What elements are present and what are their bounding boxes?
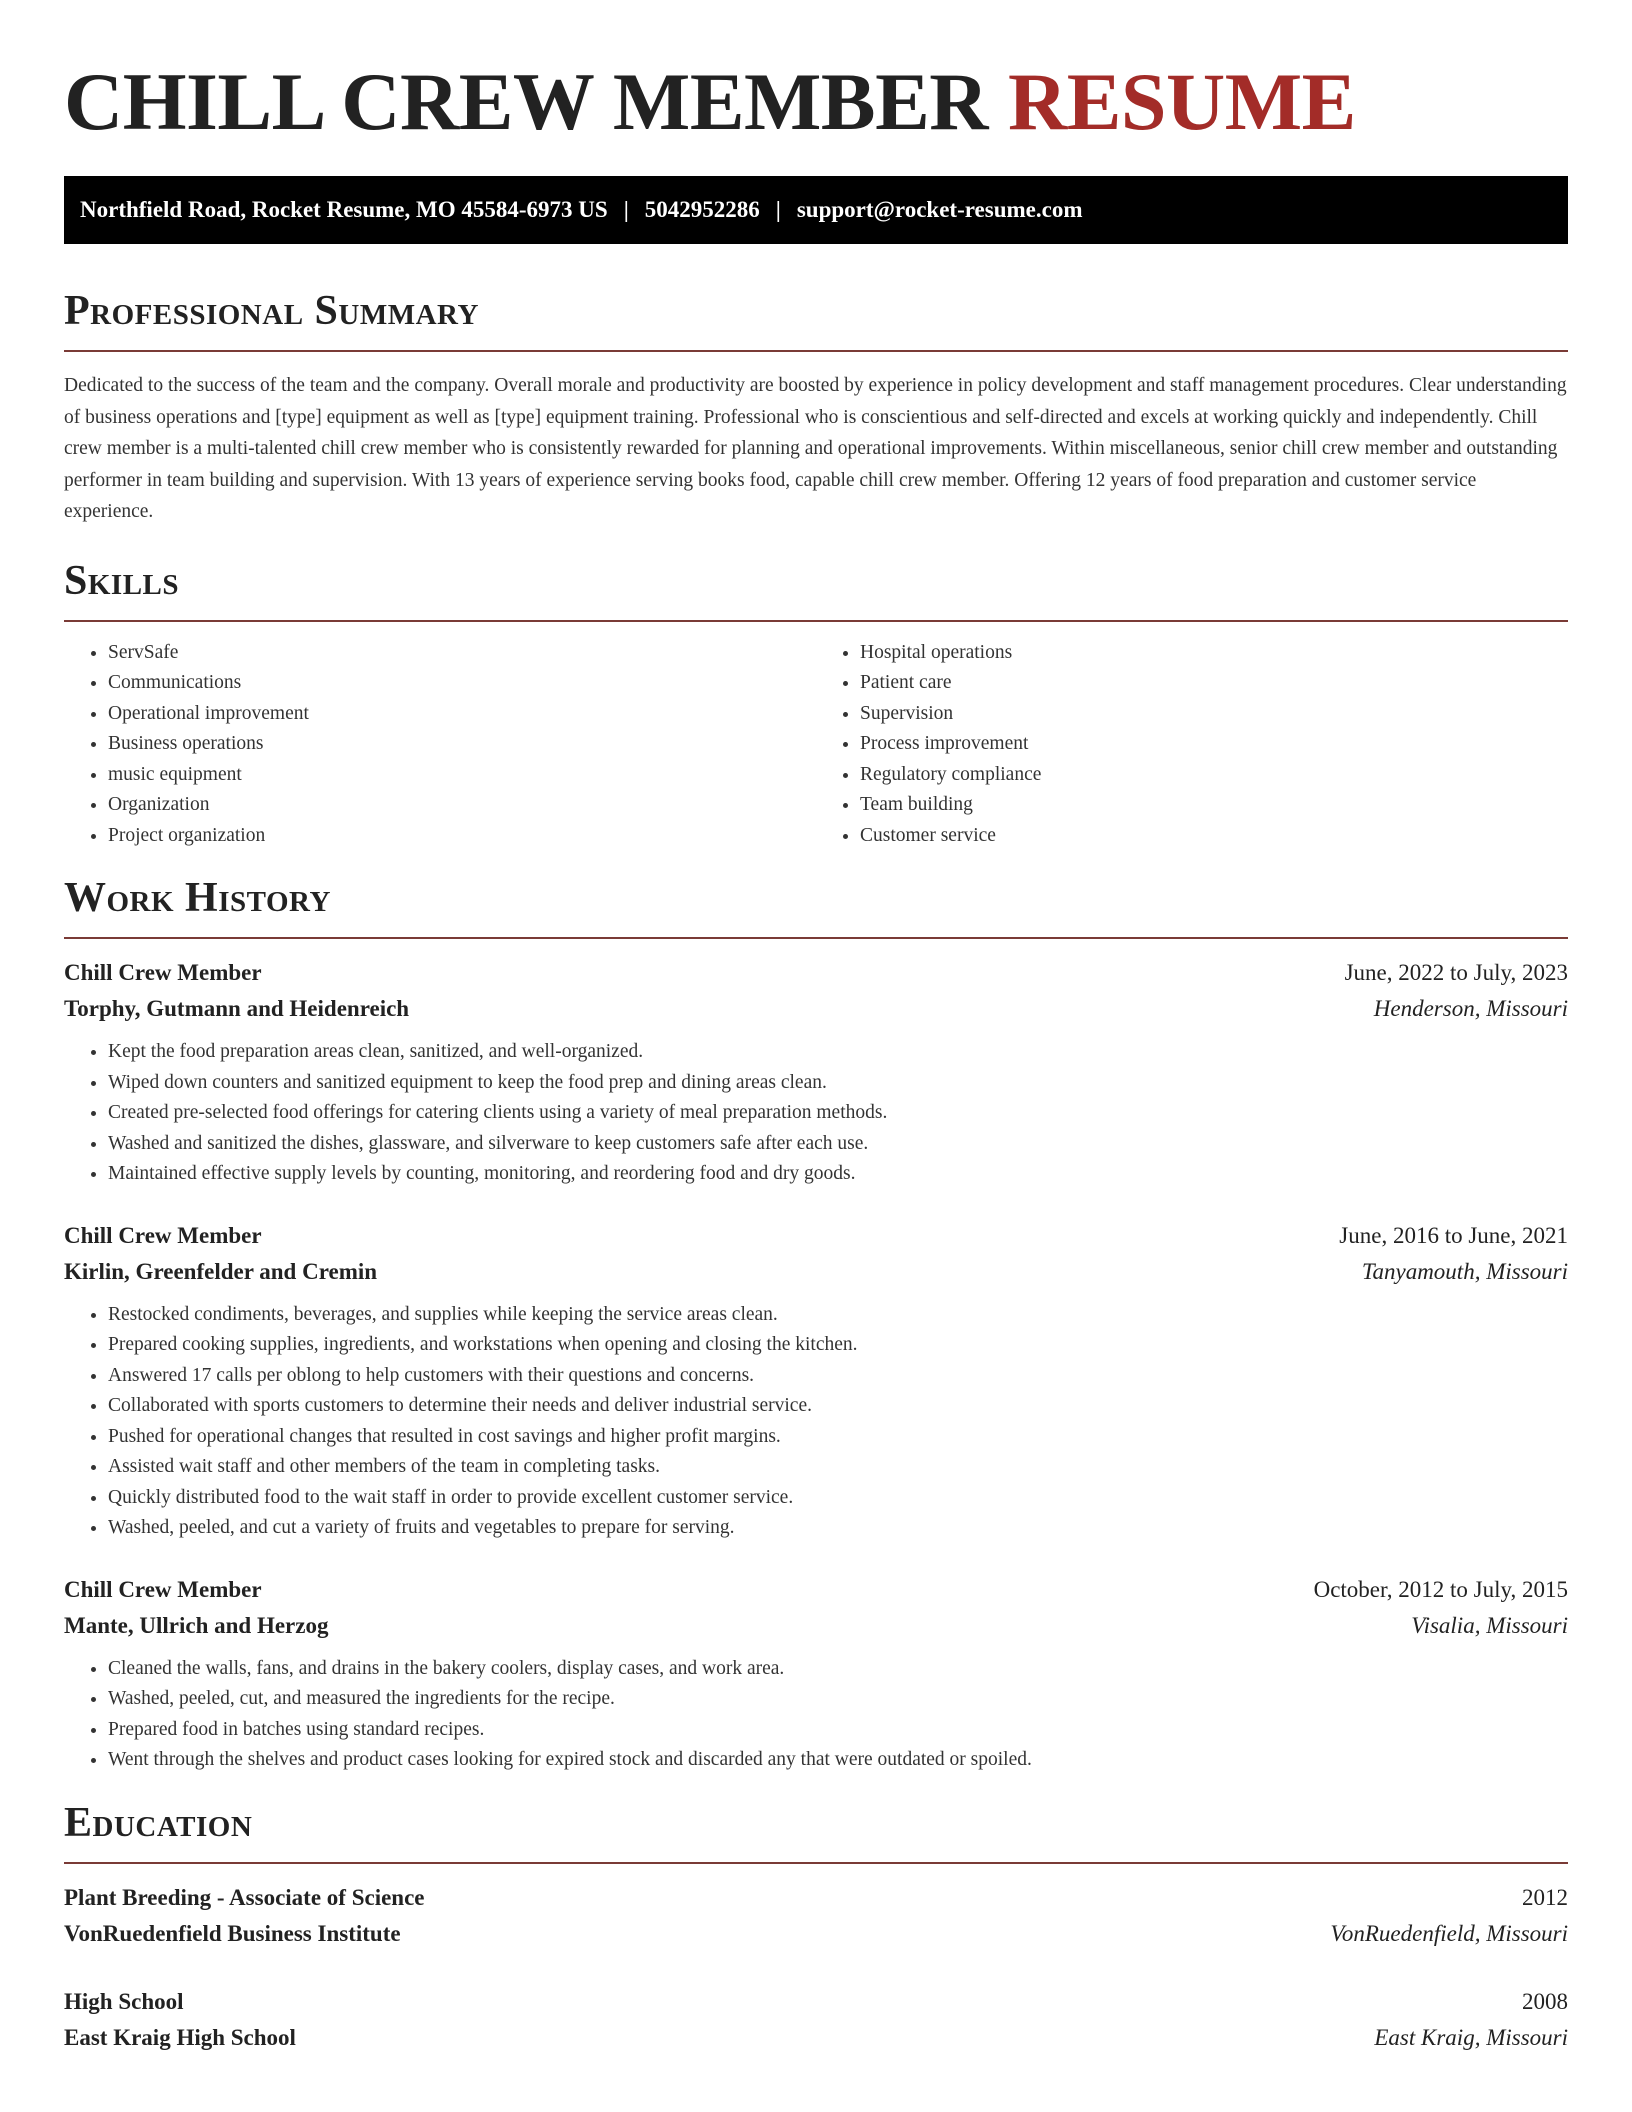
skill-item: • Customer service xyxy=(860,821,1568,852)
job-company-row xyxy=(64,991,1568,1027)
education-location: East Kraig, Missouri xyxy=(1374,2024,1568,2050)
section-divider xyxy=(64,937,1568,939)
contact-bar xyxy=(64,176,1568,244)
summary-section xyxy=(64,286,1568,528)
skill-item: • Process improvement xyxy=(860,729,1568,760)
work-history-section xyxy=(64,873,1568,1776)
skill-item: • Project organization xyxy=(108,821,816,852)
job-company: Kirlin, Greenfelder and Cremin xyxy=(64,1258,378,1284)
job-location: Henderson, Missouri xyxy=(1373,996,1568,1021)
list-item: • Washed, peeled, and cut a variety of fruits and vegetables to prepare for serving. xyxy=(108,1513,1568,1544)
education-school-row xyxy=(64,2020,1568,2056)
skill-item: • music equipment xyxy=(108,760,816,791)
education-year: 2012 xyxy=(1522,1884,1568,1910)
contact-email: support@rocket-resume.com xyxy=(796,197,1083,222)
job-header-row xyxy=(64,955,1568,991)
list-item: • Answered 17 calls per oblong to help customers with their questions and concerns. xyxy=(108,1361,1568,1392)
list-item: • Went through the shelves and product cases looking for expired stock and discarded any that were outdated or spoiled. xyxy=(108,1745,1568,1776)
education-school: East Kraig High School xyxy=(64,2024,296,2050)
skill-item: • ServSafe xyxy=(108,638,816,669)
list-item: • Kept the food preparation areas clean, sanitized, and well-organized. xyxy=(108,1037,1568,1068)
list-item: • Quickly distributed food to the wait staff in order to provide excellent customer service. xyxy=(108,1483,1568,1514)
job-header-row xyxy=(64,1218,1568,1254)
education-section xyxy=(64,1798,1568,2056)
contact-separator: | xyxy=(775,197,781,222)
list-item: • Wiped down counters and sanitized equipment to keep the food prep and dining areas clean. xyxy=(108,1068,1568,1099)
job-entry xyxy=(64,955,1568,1190)
job-bullets xyxy=(64,1654,1568,1776)
job-location: Tanyamouth, Missouri xyxy=(1361,1258,1568,1284)
skill-item: • Organization xyxy=(108,790,816,821)
list-item: • Collaborated with sports customers to determine their needs and deliver industrial service. xyxy=(108,1391,1568,1422)
skills-list-right xyxy=(816,638,1568,852)
skills-columns xyxy=(64,638,1568,852)
job-bullets xyxy=(64,1300,1568,1544)
summary-text: Dedicated to the success of the team and the company. Overall morale and productivity are boosted by experience in policy development and staff management procedures. Clear understanding of business operations and [type] equipment as well as [type] equipment training. Professional who is conscientious and self-directed and excels at working quickly and independently. Chill crew member is a multi-talented chill crew member who is consistently rewarded for planning and operational improvements. Within miscellaneous, senior chill crew member and outstanding performer in team building and supervision. With 13 years of experience serving books food, capable chill crew member. Offering 12 years of food preparation and customer service experience. xyxy=(64,375,1567,522)
title-accent: RESUME xyxy=(1008,56,1356,147)
section-divider xyxy=(64,1862,1568,1864)
list-item: • Cleaned the walls, fans, and drains in the bakery coolers, display cases, and work area. xyxy=(108,1654,1568,1685)
summary-heading: Professional Summary xyxy=(64,288,479,334)
list-item: • Maintained effective supply levels by counting, monitoring, and reordering food and dry goods. xyxy=(108,1159,1568,1190)
education-school-row xyxy=(64,1916,1568,1952)
job-company: Torphy, Gutmann and Heidenreich xyxy=(64,996,410,1021)
job-dates: June, 2022 to July, 2023 xyxy=(1344,960,1568,985)
skills-heading: Skills xyxy=(64,557,180,604)
contact-phone: 5042952286 xyxy=(644,197,760,222)
job-company-row xyxy=(64,1608,1568,1644)
contact-separator: | xyxy=(623,197,629,222)
skills-section xyxy=(64,556,1568,852)
skill-item: • Communications xyxy=(108,668,816,699)
education-year: 2008 xyxy=(1522,1988,1568,2014)
title-main: CHILL CREW MEMBER xyxy=(64,56,989,147)
work-history-heading: Work History xyxy=(64,875,331,921)
job-title: Chill Crew Member xyxy=(64,1222,262,1248)
job-dates: June, 2016 to June, 2021 xyxy=(1339,1222,1568,1248)
section-divider xyxy=(64,620,1568,622)
education-degree: Plant Breeding - Associate of Science xyxy=(64,1884,425,1910)
list-item: • Prepared food in batches using standard recipes. xyxy=(108,1715,1568,1746)
skill-item: • Team building xyxy=(860,790,1568,821)
skill-item: • Patient care xyxy=(860,668,1568,699)
list-item: • Washed and sanitized the dishes, glassware, and silverware to keep customers safe after each use. xyxy=(108,1129,1568,1160)
education-school: VonRuedenfield Business Institute xyxy=(64,1920,401,1946)
skill-item: • Regulatory compliance xyxy=(860,760,1568,791)
contact-address: Northfield Road, Rocket Resume, MO 45584-6973 US xyxy=(80,197,608,222)
education-entry xyxy=(64,1880,1568,1952)
job-dates: October, 2012 to July, 2015 xyxy=(1313,1576,1568,1602)
job-entry xyxy=(64,1218,1568,1544)
job-title: Chill Crew Member xyxy=(64,960,262,985)
section-divider xyxy=(64,350,1568,352)
education-degree: High School xyxy=(64,1988,184,2014)
job-company-row xyxy=(64,1254,1568,1290)
skills-list-left xyxy=(64,638,816,852)
job-company: Mante, Ullrich and Herzog xyxy=(64,1612,329,1638)
job-header-row xyxy=(64,1572,1568,1608)
education-heading: Education xyxy=(64,1799,253,1846)
job-entry xyxy=(64,1572,1568,1776)
skill-item: • Business operations xyxy=(108,729,816,760)
skill-item: • Operational improvement xyxy=(108,699,816,730)
resume-title xyxy=(64,56,1568,148)
skill-item: • Hospital operations xyxy=(860,638,1568,669)
list-item: • Restocked condiments, beverages, and supplies while keeping the service areas clean. xyxy=(108,1300,1568,1331)
list-item: • Created pre-selected food offerings for catering clients using a variety of meal preparation methods. xyxy=(108,1098,1568,1129)
skill-item: • Supervision xyxy=(860,699,1568,730)
list-item: • Pushed for operational changes that resulted in cost savings and higher profit margins. xyxy=(108,1422,1568,1453)
education-header-row xyxy=(64,1880,1568,1916)
education-location: VonRuedenfield, Missouri xyxy=(1330,1920,1568,1946)
job-title: Chill Crew Member xyxy=(64,1576,262,1602)
list-item: • Assisted wait staff and other members of the team in completing tasks. xyxy=(108,1452,1568,1483)
job-location: Visalia, Missouri xyxy=(1411,1612,1568,1638)
job-bullets xyxy=(64,1037,1568,1190)
education-header-row xyxy=(64,1984,1568,2020)
list-item: • Prepared cooking supplies, ingredients, and workstations when opening and closing the kitchen. xyxy=(108,1330,1568,1361)
list-item: • Washed, peeled, cut, and measured the ingredients for the recipe. xyxy=(108,1684,1568,1715)
education-entry xyxy=(64,1984,1568,2056)
